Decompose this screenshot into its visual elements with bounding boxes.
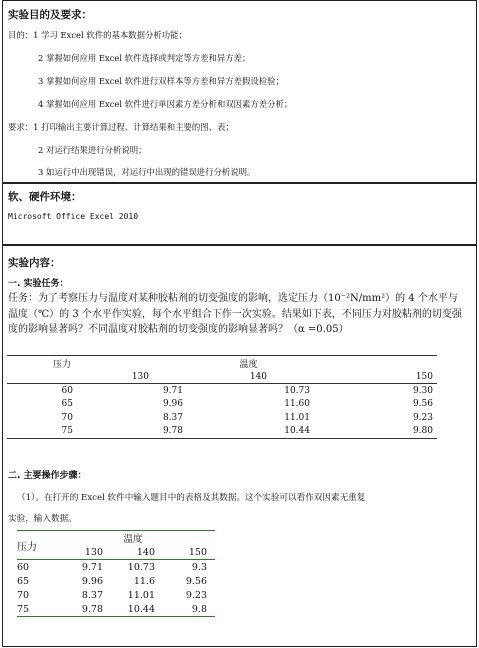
pressure-cell: 70	[61, 412, 73, 423]
column-header: 温度	[187, 356, 314, 371]
value-cell: 9.3	[191, 561, 207, 573]
pressure-cell: 65	[61, 399, 73, 410]
value-cell: 10.44	[111, 602, 163, 617]
pressure-cell: 75	[7, 425, 77, 439]
value-cell: 9.78	[77, 425, 187, 439]
pressure-cell: 60	[17, 561, 30, 573]
objective-line: 2 掌握如何应用 Excel 软件选择或判定等方差和异方差；	[38, 53, 251, 63]
step-text: （1）。在打开的 Excel 软件中输入题目中的表格及其数据。这个实验可以看作双因素无重复	[17, 493, 366, 503]
value-cell: 9.30	[412, 385, 433, 396]
value-cell: 9.23	[185, 589, 207, 601]
task-heading: 一. 实验任务：	[8, 279, 69, 289]
value-cell: 10.73	[127, 561, 155, 573]
table-row	[17, 560, 215, 575]
step-text: 实验，输入数据。	[8, 514, 77, 524]
objectives-heading: 实验目的及要求：	[8, 9, 92, 21]
value-cell: 9.56	[412, 399, 433, 410]
value-cell: 9.71	[162, 385, 183, 396]
value-cell: 10.73	[284, 385, 310, 396]
content-heading: 实验内容：	[8, 257, 61, 269]
temp-label: 150	[314, 370, 437, 384]
value-cell: 9.96	[81, 575, 103, 587]
pressure-cell: 60	[61, 385, 73, 396]
value-cell: 9.80	[314, 425, 437, 439]
temp-label: 130	[77, 370, 187, 384]
value-cell: 8.37	[162, 412, 183, 423]
pressure-cell: 75	[17, 602, 59, 617]
value-cell: 11.01	[127, 589, 155, 601]
temp-label: 140	[111, 545, 163, 560]
value-cell: 8.37	[81, 589, 103, 601]
value-cell: 11.01	[284, 412, 310, 423]
objectives-section	[2, 0, 477, 183]
value-cell: 9.8	[163, 602, 215, 617]
requirement-line: 2 对运行结果进行分析说明；	[38, 145, 147, 155]
value-cell: 9.56	[185, 575, 207, 587]
temp-label: 130	[59, 545, 111, 560]
excel-table	[17, 530, 215, 617]
value-cell: 9.23	[412, 412, 433, 423]
row-header: 压力	[7, 356, 77, 371]
row-header: 压力	[17, 531, 59, 560]
requirement-line: 3 如运行中出现错误，对运行中出现的错误进行分析说明。	[38, 167, 256, 177]
table-row	[7, 384, 437, 398]
environment-heading: 软、硬件环境：	[8, 191, 82, 203]
pressure-cell: 65	[17, 575, 30, 587]
value-cell: 11.6	[133, 575, 155, 587]
column-header: 温度	[111, 531, 163, 546]
temp-label: 140	[187, 370, 314, 384]
table-row	[7, 411, 437, 425]
temp-label: 150	[163, 545, 215, 560]
value-cell: 9.96	[162, 399, 183, 410]
objective-line: 4 掌握如何应用 Excel 软件进行单因素方差分析和双因素方差分析；	[38, 99, 293, 109]
table-row	[17, 574, 215, 588]
data-table	[7, 355, 437, 439]
objective-line: 目的：1 学习 Excel 软件的基本数据分析功能；	[8, 30, 187, 40]
content-section	[2, 245, 477, 647]
environment-section	[2, 183, 477, 245]
software-name: Microsoft Office Excel 2010	[8, 212, 139, 221]
value-cell: 9.71	[81, 561, 103, 573]
steps-heading: 二. 主要操作步骤：	[8, 471, 87, 481]
table-row	[17, 588, 215, 602]
value-cell: 9.78	[59, 602, 111, 617]
table-row	[7, 398, 437, 412]
table-row	[7, 425, 437, 439]
requirement-line: 要求：1 打印输出主要计算过程、计算结果和主要的图、表；	[8, 122, 234, 132]
table-row	[17, 602, 215, 617]
task-text: 任务：为了考察压力与温度对某种胶粘剂的切变强度的影响，选定压力（10⁻²N/mm²）的 4 个水平与温度（℃）的 3 个水平作实验，每个水平组合下作一次实验。结果如下表，不同压力对胶粘剂的切变强度的影响显著吗？不同温度对胶粘剂的切变强度的影响显著吗？（α =0.05）	[8, 293, 462, 335]
value-cell: 11.60	[284, 399, 310, 410]
value-cell: 10.44	[187, 425, 314, 439]
objective-line: 3 掌握如何应用 Excel 软件进行双样本等方差和异方差假设检验；	[38, 76, 284, 86]
pressure-cell: 70	[17, 589, 30, 601]
